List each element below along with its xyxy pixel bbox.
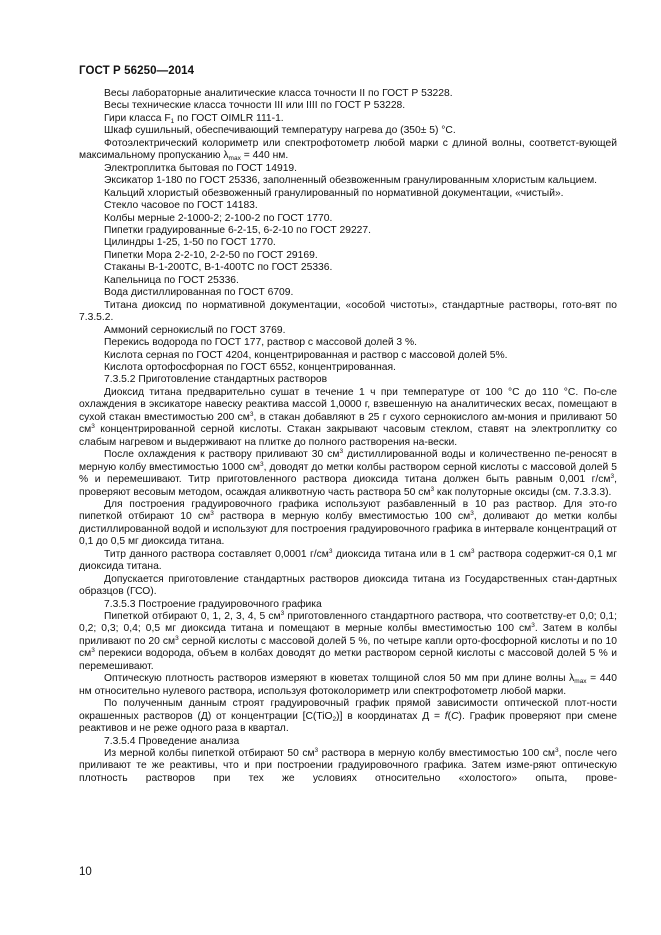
text-run: , доливают до метки колбы дистиллированной водой и используют для построения градуировочного графика в интервале концентраций от 0,1 до 0,5 мг диоксида титана. (79, 511, 618, 548)
italic-text: С (451, 710, 459, 722)
paragraph (79, 200, 617, 212)
superscript: 3 (249, 410, 254, 418)
text-run: Капельница по ГОСТ 25336. (104, 274, 239, 286)
paragraph (79, 100, 617, 112)
text-run: Вода дистиллированная по ГОСТ 6709. (104, 287, 294, 299)
text-run: Кислота серная по ГОСТ 4204, концентрированная и раствор с массовой долей 5%. (104, 349, 508, 361)
text-run: как полуторные оксиды (см. 7.3.3.3). (434, 486, 612, 498)
text-run: = 440 нм относительно нулевого раствора, используя фотоколориметр или спектрофотометр любой марки. (79, 673, 617, 697)
superscript: 3 (314, 747, 319, 755)
text-run: Весы лабораторные аналитические класса точности II по ГОСТ Р 53228. (104, 88, 453, 99)
text-run: Для построения градуировочного графика используют разбавленный в 10 раз раствор. Для это-го пипеткой отбирают 10 см (79, 498, 617, 523)
superscript: 3 (470, 510, 474, 518)
paragraph (79, 387, 617, 449)
paragraph (79, 175, 617, 187)
paragraph (79, 325, 617, 337)
paragraph (79, 611, 617, 673)
superscript: 3 (610, 473, 615, 481)
subscript: 1 (170, 117, 175, 125)
superscript: 3 (328, 547, 333, 555)
text-run: Стекло часовое по ГОСТ 14183. (104, 200, 258, 212)
text-run: По полученным данным строят градуировочный график прямой зависимости оптической плот-ности окрашенных растворов (Д) от концентрации [С(TiO (79, 698, 617, 722)
text-run: Перекись водорода по ГОСТ 177, раствор с массовой долей 3 %. (104, 337, 418, 349)
text-run: Стаканы В-1-200ТС, В-1-400ТС по ГОСТ 25336. (104, 262, 333, 274)
text-run: Шкаф сушильный, обеспечивающий температуру нагрева до (350± 5) °С. (104, 125, 456, 137)
text-run: диоксида титана или в 1 см (332, 548, 471, 560)
paragraph (79, 225, 617, 237)
subscript: max (574, 678, 587, 686)
superscript: 3 (554, 747, 559, 755)
text-run: Колбы мерные 2-1000-2; 2-100-2 по ГОСТ 1770. (104, 212, 333, 224)
text-run: Фотоэлектрический колориметр или спектрофотометр любой марки с длиной волны, соответст-вующей максимальному пропусканию λ (79, 137, 617, 162)
paragraph (79, 449, 617, 499)
subscript: 2 (332, 715, 337, 723)
paragraph (79, 698, 617, 735)
text-run: Допускается приготовление стандартных растворов диоксида титана из Государственных стан-дартных образцов (ГСО). (79, 573, 617, 598)
text-run: Электроплитка бытовая по ГОСТ 14919. (104, 162, 298, 174)
paragraph (79, 736, 617, 748)
paragraph (79, 125, 617, 137)
text-run: Титана диоксид по нормативной документации, «особой чистоты», стандартные растворы, гото-вят по 7.3.5.2. (79, 299, 617, 324)
text-run: приготовленного стандартного раствора, что соответству-ет 0,0; 0,1; 0,2; 0,3; 0,4; 0,5 мг диоксида титана и помещают в мерные колбы вместимостью 100 см (79, 611, 617, 635)
text-run: Диоксид титана предварительно сушат в течение 1 ч при температуре от 100 °С до 110 °С. По-сле охлаждения в эксикаторе навеску реактива массой 1,0000 г, взвешенную на аналитических весах, помещают в сухой стакан вместимостью 200 см (79, 386, 617, 423)
superscript: 3 (210, 510, 214, 518)
paragraph (79, 362, 617, 374)
text-run: перекиси водорода, объем в колбах доводят до метки раствором серной кислоты с массовой долей 5 % и перемешивают. (79, 648, 617, 672)
text-run: Эксикатор 1-180 по ГОСТ 25336, заполненный обезвоженным гранулированным хлористым кальцием. (104, 175, 598, 187)
paragraph (79, 275, 617, 287)
paragraph (79, 213, 617, 225)
text-run: Пипеткой отбирают 0, 1, 2, 3, 4, 5 см (104, 611, 281, 623)
text-run: Пипетки Мора 2-2-10, 2-2-50 по ГОСТ 29169. (104, 249, 318, 261)
text-run: Аммоний сернокислый по ГОСТ 3769. (104, 324, 286, 336)
paragraph (79, 673, 617, 698)
text-run: Весы технические класса точности III или IIII по ГОСТ Р 53228. (104, 100, 406, 112)
paragraph (79, 374, 617, 386)
text-run: . Затем в колбы приливают по 20 см (79, 623, 617, 647)
paragraph (79, 350, 617, 362)
text-run: Цилиндры 1-25, 1-50 по ГОСТ 1770. (104, 237, 276, 249)
text-run: , проверяют весовым методом, осаждая аликвотную часть раствора 50 см (79, 474, 617, 498)
subscript: max (228, 155, 241, 163)
paragraph (79, 287, 617, 299)
paragraph (79, 163, 617, 175)
text-run: Кальций хлористый обезвоженный гранулированный по нормативной документации, «чистый». (104, 187, 564, 199)
paragraph (79, 748, 617, 785)
page-number: 10 (79, 866, 92, 878)
superscript: 3 (91, 647, 95, 655)
text-run: , в стакан добавляют в 25 г сухого сернокислого ам-мония и приливают 50 см (79, 411, 617, 436)
paragraph (79, 574, 617, 599)
italic-text: f (444, 710, 448, 722)
text-run: , после чего приливают те же реактивы, что и при построении градуировочного графика. Затем изме-ряют оптическую плотность растворов при тех же условиях относительно «холостого» опыта, прове- (79, 748, 617, 784)
document-body (79, 88, 617, 785)
text-run: = 440 нм. (240, 150, 289, 162)
superscript: 3 (531, 622, 535, 630)
superscript: 3 (91, 423, 95, 431)
text-run: Из мерной колбы пипеткой отбирают 50 см (104, 748, 315, 760)
superscript: 3 (339, 448, 344, 456)
text-run: Титр данного раствора составляет 0,0001 г/см (104, 548, 329, 560)
paragraph (79, 300, 617, 325)
paragraph (79, 88, 617, 100)
paragraph (79, 237, 617, 249)
text-run: раствора в мерную колбу вместимостью 100 см (213, 511, 471, 523)
paragraph (79, 250, 617, 262)
paragraph (79, 188, 617, 200)
text-run: дистиллированной воды и количественно пе-реносят в мерную колбу вместимостью 1000 см (79, 449, 617, 473)
document-header: ГОСТ Р 56250—2014 (79, 65, 195, 77)
superscript: 3 (175, 634, 179, 642)
paragraph (79, 499, 617, 549)
superscript: 3 (430, 485, 435, 493)
paragraph (79, 138, 617, 163)
superscript: 3 (470, 547, 475, 555)
text-run: Оптическую плотность растворов измеряют в кюветах толщиной слоя 50 мм при длине волны λ (104, 673, 575, 685)
text-run: ( (447, 710, 452, 722)
text-run: концентрированной серной кислоты. Стакан закрывают часовым стеклом, ставят на электроплитку со слабым нагревом и выдерживают на плитке до полного растворения на-вески. (79, 424, 617, 448)
text-run: ). График проверяют при смене реактивов и не реже одного раза в квартал. (79, 710, 617, 735)
text-run: раствора содержит-ся 0,1 мг диоксида титана. (79, 548, 617, 573)
text-run: 7.3.5.3 Построение градуировочного графика (104, 598, 322, 610)
paragraph (79, 549, 617, 574)
text-run: серной кислоты с массовой долей 5 %, по четыре капли орто-фосфорной кислоты и по 10 см (79, 635, 617, 660)
text-run: , доводят до метки колбы раствором серной кислоты с массовой долей 5 % и перемешивают. Титр приготовленного раствора диоксида титана должен быть равным 0,001 г/см (79, 461, 618, 486)
text-run: по ГОСТ OIMLR 111-1. (174, 112, 284, 124)
text-run: 7.3.5.4 Проведение анализа (104, 735, 240, 747)
text-run: 7.3.5.2 Приготовление стандартных растворов (104, 374, 328, 386)
text-run: Гири класса F (104, 112, 171, 124)
paragraph (79, 113, 617, 125)
text-run: Кислота ортофосфорная по ГОСТ 6552, концентрированная. (104, 361, 396, 373)
text-run: После охлаждения к раствору приливают 30 см (104, 449, 340, 461)
paragraph (79, 337, 617, 349)
superscript: 3 (259, 460, 264, 468)
paragraph (79, 599, 617, 611)
superscript: 3 (280, 610, 285, 618)
text-run: )] в координатах Д = (336, 710, 445, 722)
text-run: Пипетки градуированные 6-2-15, 6-2-10 по ГОСТ 29227. (104, 224, 371, 236)
paragraph (79, 262, 617, 274)
text-run: раствора в мерную колбу вместимостью 100 см (318, 748, 555, 760)
